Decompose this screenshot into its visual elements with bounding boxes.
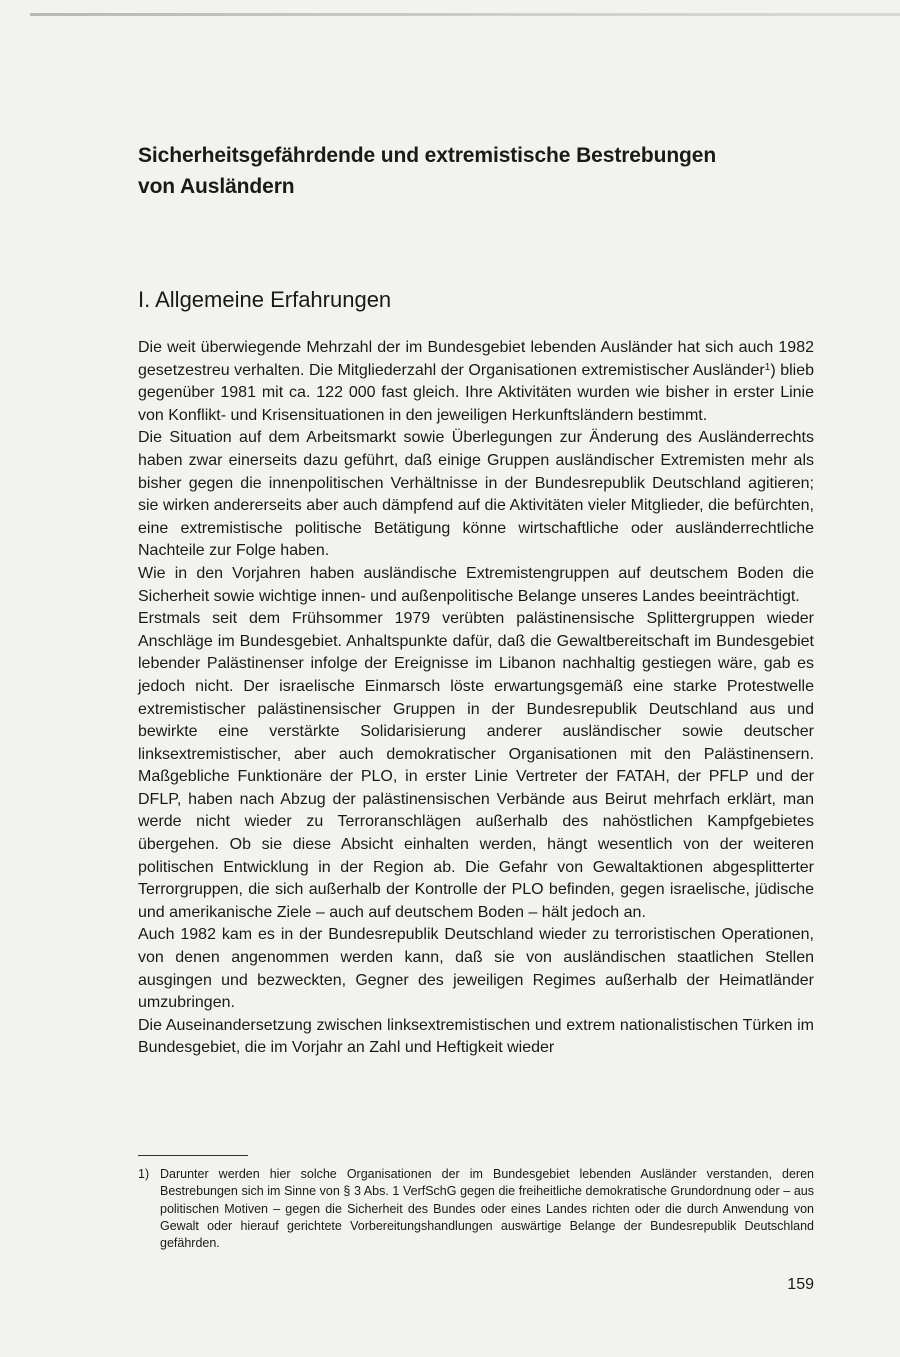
paragraph-6: Die Auseinandersetzung zwischen linksextremistischen und extrem nationalistischen Türken im Bundesgebiet, die im Vorjahr an Zahl und Heftigkeit wieder: [138, 1016, 814, 1057]
page-body: [138, 140, 814, 1060]
chapter-title: [138, 140, 814, 202]
scan-top-edge: [30, 13, 900, 16]
paragraph-4: Erstmals seit dem Frühsommer 1979 verübten palästinensische Splittergruppen wieder Anschläge im Bundesgebiet. Anhaltspunkte dafür, daß die Gewaltbereitschaft im Bundesgebiet lebender Palästinenser infolge der Ereignisse im Libanon nachhaltig gestiegen wäre, gab es jedoch nicht. Der israelische Einmarsch löste erwartungsgemäß eine starke Protestwelle extremistischer palästinensischer Gruppen in der Bundesrepublik Deutschland aus und bewirkte eine verstärkte Solidarisierung anderer ausländischer sowie deutscher linksextremistischer, aber auch demokratischer Organisationen mit den Palästinensern. Maßgebliche Funktionäre der PLO, in erster Linie Vertreter der FATAH, der PFLP und der DFLP, haben nach Abzug der palästinensischen Verbände aus Beirut mehrfach erklärt, man werde nicht wieder zu Terroranschlägen außerhalb des nahöstlichen Kampfgebietes übergehen. Ob sie diese Absicht einhalten werden, hängt wesentlich von der weiteren politischen Entwicklung in der Region ab. Die Gefahr von Gewaltaktionen abgesplitterter Terrorgruppen, die sich außerhalb der Kontrolle der PLO befinden, gegen israelische, jüdische und amerikanische Ziele – auch auf deutschem Boden – hält jedoch an.: [138, 610, 814, 921]
chapter-title-line-2: von Ausländern: [138, 175, 295, 198]
footnote-separator: [138, 1155, 248, 1156]
chapter-title-line-1: Sicherheitsgefährdende und extremistische Bestrebungen: [138, 144, 717, 167]
paragraph-2: Die Situation auf dem Arbeitsmarkt sowie Überlegungen zur Änderung des Ausländerrechts haben zwar einerseits dazu geführt, daß einige Gruppen ausländischer Extremisten mehr als bisher gegen die innenpolitischen Verhältnisse in der Bundesrepublik Deutschland agitieren; sie wirken andererseits aber auch dämpfend auf die Aktivitäten vieler Mitglieder, die befürchten, eine extremistische politische Betätigung könne wirtschaftliche oder ausländerrechtliche Nachteile zur Folge haben.: [138, 429, 814, 560]
paragraph-5: Auch 1982 kam es in der Bundesrepublik Deutschland wieder zu terroristischen Operationen, von denen angenommen werden kann, daß sie von ausländischen staatlichen Stellen ausgingen und bezweckten, Gegner des jeweiligen Regimes außerhalb der Heimatländer umzubringen.: [138, 926, 814, 1012]
footnote: [138, 1166, 814, 1252]
paragraph-3: Wie in den Vorjahren haben ausländische Extremistengruppen auf deutschem Boden die Sicherheit sowie wichtige innen- und außenpolitische Belange unseres Landes beeinträchtigt.: [138, 564, 814, 605]
footnote-marker: 1): [138, 1167, 150, 1181]
footnote-reference: 1: [764, 361, 771, 373]
page-number: 159: [787, 1276, 814, 1293]
section-heading: I. Allgemeine Erfahrungen: [138, 287, 392, 312]
paragraph-1: Die weit überwiegende Mehrzahl der im Bundesgebiet lebenden Ausländer hat sich auch 1982 gesetzestreu verhalten. Die Mitgliederzahl der Organisationen extremistischer Ausländer$^1$) blieb gegenüber 1981 mit ca. 122 000 fast gleich. Ihre Aktivitäten wurden wie bisher in erster Linie von Konflikt- und Krisensituationen in den jeweiligen Herkunftsländern bestimmt.: [138, 339, 815, 424]
body-text: [138, 337, 814, 1060]
footnote-text: Darunter werden hier solche Organisationen der im Bundesgebiet lebenden Ausländer verstanden, deren Bestrebungen sich im Sinne von § 3 Abs. 1 VerfSchG gegen die freiheitliche demokratische Grundordnung oder – aus politischen Motiven – gegen die Sicherheit des Bundes oder eines Landes richten oder die durch Anwendung von Gewalt oder hierauf gerichtete Vorbereitungshandlungen auswärtige Belange der Bundesrepublik Deutschland gefährden.: [160, 1167, 814, 1251]
